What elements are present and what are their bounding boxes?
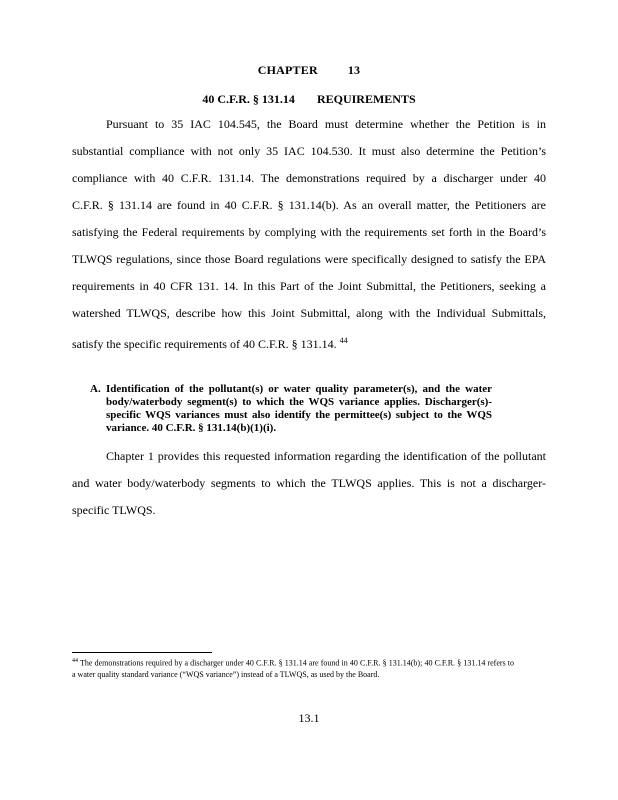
- paragraph-line: satisfying the Federal requirements by complying with the requirements set forth in the Board’s: [72, 225, 546, 239]
- paragraph-line: C.F.R. § 131.14 are found in 40 C.F.R. § 131.14(b). As an overall matter, the Petitioners are: [72, 198, 546, 212]
- paragraph-line: TLWQS regulations, since those Board regulations were specifically designed to satisfy the EPA: [72, 252, 546, 266]
- footnote-number: 44: [72, 658, 78, 664]
- chapter-number: 13: [347, 63, 361, 77]
- paragraph-intro: [72, 111, 546, 358]
- section-cite: 40 C.F.R. § 131.14: [202, 92, 295, 106]
- paragraph-line: watershed TLWQS, describe how this Joint Submittal, along with the Individual Submittals,: [72, 306, 546, 320]
- paragraph-line: and water body/waterbody segments to which the TLWQS applies. This is not a discharger-: [72, 476, 546, 490]
- footnote-text: The demonstrations required by a discharger under 40 C.F.R. § 131.14 are found in 40 C.F.R. § 131.14(b); 40 C.F.R. § 131.14 refers to a water quality standard variance (“WQS variance”) instead of a TLWQS, as used by the Board.: [72, 658, 515, 679]
- footnote: [72, 656, 514, 680]
- paragraph-line: substantial compliance with not only 35 IAC 104.530. It must also determine the Petition’s: [72, 144, 546, 158]
- paragraph-line: specific TLWQS.: [72, 503, 156, 517]
- paragraph-line: requirements in 40 CFR 131. 14. In this Part of the Joint Submittal, the Petitioners, seeking a: [72, 279, 546, 293]
- page-number: 13.1: [298, 711, 320, 725]
- subsection-a: [90, 383, 492, 435]
- section-heading: [0, 92, 618, 107]
- subsection-marker: A.: [90, 383, 101, 395]
- footnote-reference[interactable]: 44: [339, 336, 348, 345]
- chapter-heading: [0, 63, 618, 78]
- section-title: REQUIREMENTS: [316, 92, 416, 106]
- subsection-heading: Identification of the pollutant(s) or water quality parameter(s), and the water body/waterbody segment(s) to which the WQS variance applies. Discharger(s)-specific WQS variances must also identify the permittee(s) subject to the WQS variance. 40 C.F.R. § 131.14(b)(1)(i).: [106, 383, 492, 434]
- footnote-divider: [72, 652, 212, 653]
- paragraph-line: Chapter 1 provides this requested information regarding the identification of the pollutant: [106, 449, 546, 463]
- chapter-label: CHAPTER: [257, 63, 318, 77]
- paragraph-line: satisfy the specific requirements of 40 C.F.R. § 131.14. $^{44}$: [72, 336, 348, 351]
- paragraph-line: Pursuant to 35 IAC 104.545, the Board must determine whether the Petition is in: [106, 117, 546, 131]
- paragraph-chapter1: [72, 443, 546, 524]
- paragraph-line: compliance with 40 C.F.R. 131.14. The demonstrations required by a discharger under 40: [72, 171, 546, 185]
